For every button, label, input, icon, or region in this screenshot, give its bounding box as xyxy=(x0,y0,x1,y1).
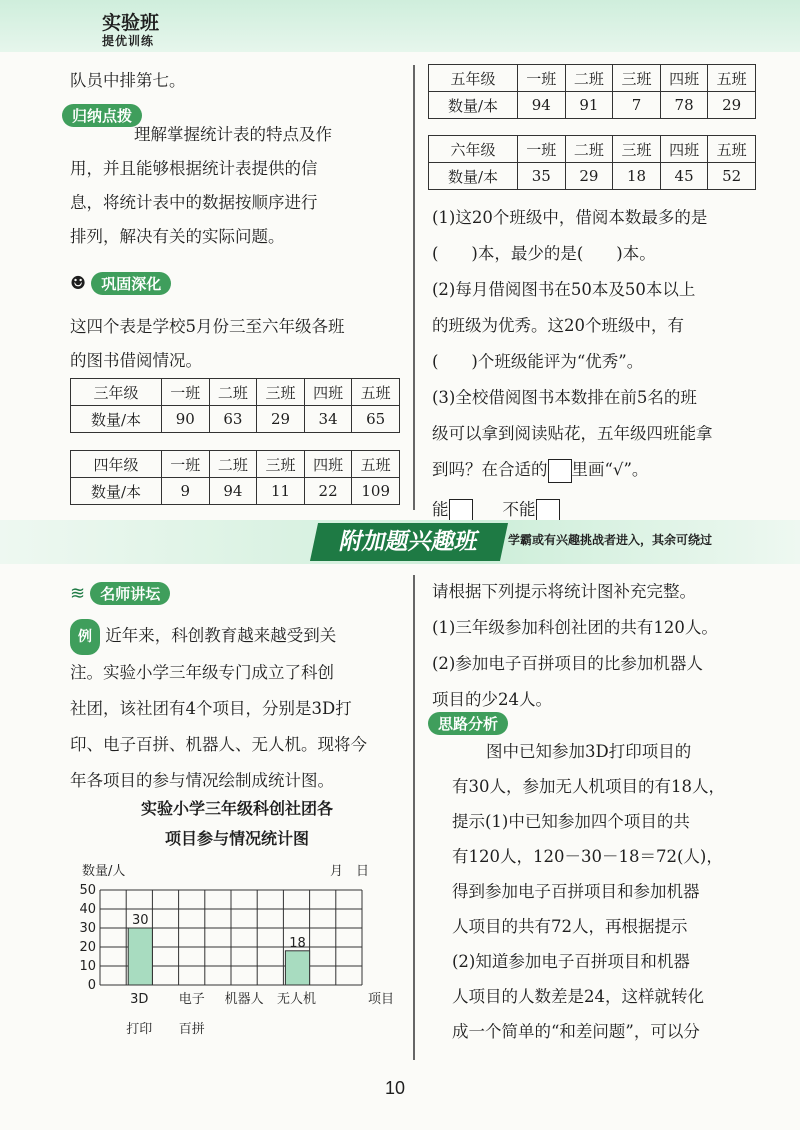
x-tick-label: 无人机 xyxy=(276,992,317,1007)
table-cell: 34 xyxy=(304,406,352,433)
table-row-label: 数量/本 xyxy=(71,406,162,433)
text-line: 注。实验小学三年级专门成立了科创 xyxy=(70,663,334,682)
text-line: 用，并且能够根据统计表提供的信 xyxy=(70,159,318,178)
x-tick-label: 打印 xyxy=(126,1022,153,1037)
questions-block xyxy=(432,200,772,528)
text-line: 理解掌握统计表的特点及作 xyxy=(134,125,332,144)
question-line: (1)这20个班级中，借阅本数最多的是 xyxy=(432,208,708,227)
page-number: 10 xyxy=(385,1078,406,1098)
table-header-cell: 五班 xyxy=(352,451,400,478)
table-cell: 90 xyxy=(162,406,210,433)
table-grade6 xyxy=(428,135,756,190)
brand-subtitle: 提优训练 xyxy=(102,34,155,48)
y-tick-label: 10 xyxy=(79,959,96,974)
example-paragraph xyxy=(70,618,410,799)
column-divider-bottom xyxy=(413,575,415,1060)
table-header-cell: 一班 xyxy=(162,451,210,478)
table-cell: 29 xyxy=(257,406,305,433)
table-header-cell: 四班 xyxy=(304,451,352,478)
table-cell: 52 xyxy=(708,163,756,190)
analysis-tag-label: 思路分析 xyxy=(428,712,508,735)
lecture-section-tag xyxy=(70,582,170,605)
chart-title: 实验小学三年级科创社团各 xyxy=(140,799,333,818)
consolidate-tag-label: 巩固深化 xyxy=(91,272,171,295)
table-row-label: 数量/本 xyxy=(429,163,518,190)
table-cell: 78 xyxy=(660,92,708,119)
question-line: 级可以拿到阅读贴花，五年级四班能拿 xyxy=(432,424,713,443)
table-cell: 65 xyxy=(352,406,400,433)
x-tick-label: 3D xyxy=(130,992,149,1007)
table-header-cell: 三班 xyxy=(257,451,305,478)
question-line: ( )本，最少的是( )本。 xyxy=(432,244,656,263)
text-line: (2)参加电子百拼项目的比参加机器人 xyxy=(432,654,703,673)
table-row-label: 数量/本 xyxy=(429,92,518,119)
table-grade4 xyxy=(70,450,400,505)
summary-paragraph xyxy=(70,118,400,254)
question-text: 到吗？在合适的 xyxy=(432,460,548,479)
x-tick-label: 机器人 xyxy=(224,992,264,1007)
table-header-cell: 五班 xyxy=(352,379,400,406)
summary-tag-label: 归纳点拨 xyxy=(62,104,142,127)
table-header-cell: 四班 xyxy=(304,379,352,406)
continued-text: 队员中排第七。 xyxy=(70,71,186,90)
consolidate-section-tag xyxy=(70,272,171,295)
date-label: 月 日 xyxy=(330,864,370,879)
question-line: ( )个班级能评为“优秀”。 xyxy=(432,352,644,371)
table-header-cell: 三班 xyxy=(613,65,661,92)
table-cell: 22 xyxy=(304,478,352,505)
question-line: (2)每月借阅图书在50本及50本以上 xyxy=(432,280,696,299)
text-span: 近年来，科创教育越来越受到关 xyxy=(105,626,337,645)
table-header-cell: 四班 xyxy=(660,136,708,163)
table-cell: 9 xyxy=(162,478,210,505)
text-line: (1)三年级参加科创社团的共有120人。 xyxy=(432,618,718,637)
question-line xyxy=(432,452,772,488)
option-yes-label: 能 xyxy=(432,500,449,519)
example-tag: 例 xyxy=(70,619,100,655)
data-label: 30 xyxy=(132,913,149,928)
column-divider-top xyxy=(413,65,415,510)
table-cell: 45 xyxy=(660,163,708,190)
x-tick-label: 电子 xyxy=(178,992,205,1007)
table-grade5 xyxy=(428,64,756,119)
consolidate-icon: ☻ xyxy=(70,273,87,294)
table-header-cell: 四年级 xyxy=(71,451,162,478)
option-yes-box[interactable] xyxy=(449,499,473,523)
option-no-label: 不能 xyxy=(502,500,536,519)
y-tick-label: 50 xyxy=(79,883,96,898)
text-line: 请根据下列提示将统计图补充完整。 xyxy=(432,582,696,601)
table-header-cell: 二班 xyxy=(209,379,257,406)
table-cell: 7 xyxy=(613,92,661,119)
analysis-paragraph xyxy=(452,734,782,1049)
analysis-section-tag xyxy=(428,712,508,735)
table-cell: 18 xyxy=(613,163,661,190)
intro-paragraph xyxy=(70,310,410,378)
text-line: 印、电子百拼、机器人、无人机。现将今 xyxy=(70,735,367,754)
chart-subtitle: 项目参与情况统计图 xyxy=(164,829,309,848)
text-line xyxy=(70,618,410,655)
x-axis-label: 项目 xyxy=(368,992,395,1007)
y-tick-label: 0 xyxy=(87,978,96,993)
text-line: 的图书借阅情况。 xyxy=(70,351,202,370)
table-cell: 63 xyxy=(209,406,257,433)
question-line: (3)全校借阅图书本数排在前5名的班 xyxy=(432,388,697,407)
table-header-cell: 六年级 xyxy=(429,136,518,163)
table-cell: 29 xyxy=(565,163,613,190)
hint-paragraph xyxy=(432,574,782,718)
text-line: 人项目的人数差是24，这样就转化 xyxy=(452,987,704,1006)
text-line: 息，将统计表中的数据按顺序进行 xyxy=(70,193,318,212)
table-cell: 11 xyxy=(257,478,305,505)
table-header-cell: 三年级 xyxy=(71,379,162,406)
table-cell: 29 xyxy=(708,92,756,119)
table-header-cell: 一班 xyxy=(518,136,566,163)
brand-title: 实验班 xyxy=(102,12,160,34)
question-text: 里画“√”。 xyxy=(571,460,649,479)
text-line: 社团，该社团有4个项目，分别是3D打 xyxy=(70,699,352,718)
lecture-tag-label: 名师讲坛 xyxy=(90,582,170,605)
y-tick-label: 20 xyxy=(79,940,96,955)
text-line: 项目的少24人。 xyxy=(432,690,552,709)
table-header-cell: 一班 xyxy=(518,65,566,92)
text-line: 年各项目的参与情况绘制成统计图。 xyxy=(70,771,334,790)
text-line: 提示(1)中已知参加四个项目的共 xyxy=(452,812,690,831)
text-line: 排列，解决有关的实际问题。 xyxy=(70,227,285,246)
data-label: 18 xyxy=(289,935,306,951)
text-line: 图中已知参加3D打印项目的 xyxy=(486,742,692,761)
answer-box[interactable] xyxy=(548,459,572,483)
text-line: 有30人，参加无人机项目的有18人， xyxy=(452,777,725,796)
table-header-cell: 五班 xyxy=(708,136,756,163)
table-header-cell: 四班 xyxy=(660,65,708,92)
bar xyxy=(285,951,309,985)
table-row-label: 数量/本 xyxy=(71,478,162,505)
table-cell: 109 xyxy=(352,478,400,505)
table-header-cell: 三班 xyxy=(257,379,305,406)
table-header-cell: 二班 xyxy=(209,451,257,478)
y-tick-label: 30 xyxy=(79,921,96,936)
text-line: 这四个表是学校5月份三至六年级各班 xyxy=(70,317,345,336)
table-header-cell: 五班 xyxy=(708,65,756,92)
table-cell: 94 xyxy=(518,92,566,119)
table-grade3 xyxy=(70,378,400,433)
table-header-cell: 二班 xyxy=(565,136,613,163)
text-line: 人项目的共有72人，再根据提示 xyxy=(452,917,688,936)
table-header-cell: 三班 xyxy=(613,136,661,163)
table-cell: 94 xyxy=(209,478,257,505)
bar xyxy=(128,928,152,985)
text-line: 成一个简单的“和差问题”，可以分 xyxy=(452,1022,700,1041)
y-tick-label: 40 xyxy=(79,902,96,917)
banner-note: 学霸或有兴趣挑战者进入，其余可绕过 xyxy=(508,533,713,547)
lecture-icon: ≋ xyxy=(70,583,86,604)
table-header-cell: 一班 xyxy=(162,379,210,406)
y-axis-label: 数量/人 xyxy=(82,864,126,879)
bar-chart xyxy=(60,855,405,1050)
table-header-cell: 五年级 xyxy=(429,65,518,92)
x-tick-label: 百拼 xyxy=(178,1022,205,1037)
banner-title: 附加题兴趣班 xyxy=(310,523,508,561)
table-header-cell: 二班 xyxy=(565,65,613,92)
option-no-box[interactable] xyxy=(536,499,560,523)
text-line: 得到参加电子百拼项目和参加机器 xyxy=(452,882,700,901)
question-line: 的班级为优秀。这20个班级中，有 xyxy=(432,316,684,335)
text-line: 有120人，120－30－18＝72(人)， xyxy=(452,847,723,866)
text-line: (2)知道参加电子百拼项目和机器 xyxy=(452,952,690,971)
table-cell: 35 xyxy=(518,163,566,190)
table-cell: 91 xyxy=(565,92,613,119)
